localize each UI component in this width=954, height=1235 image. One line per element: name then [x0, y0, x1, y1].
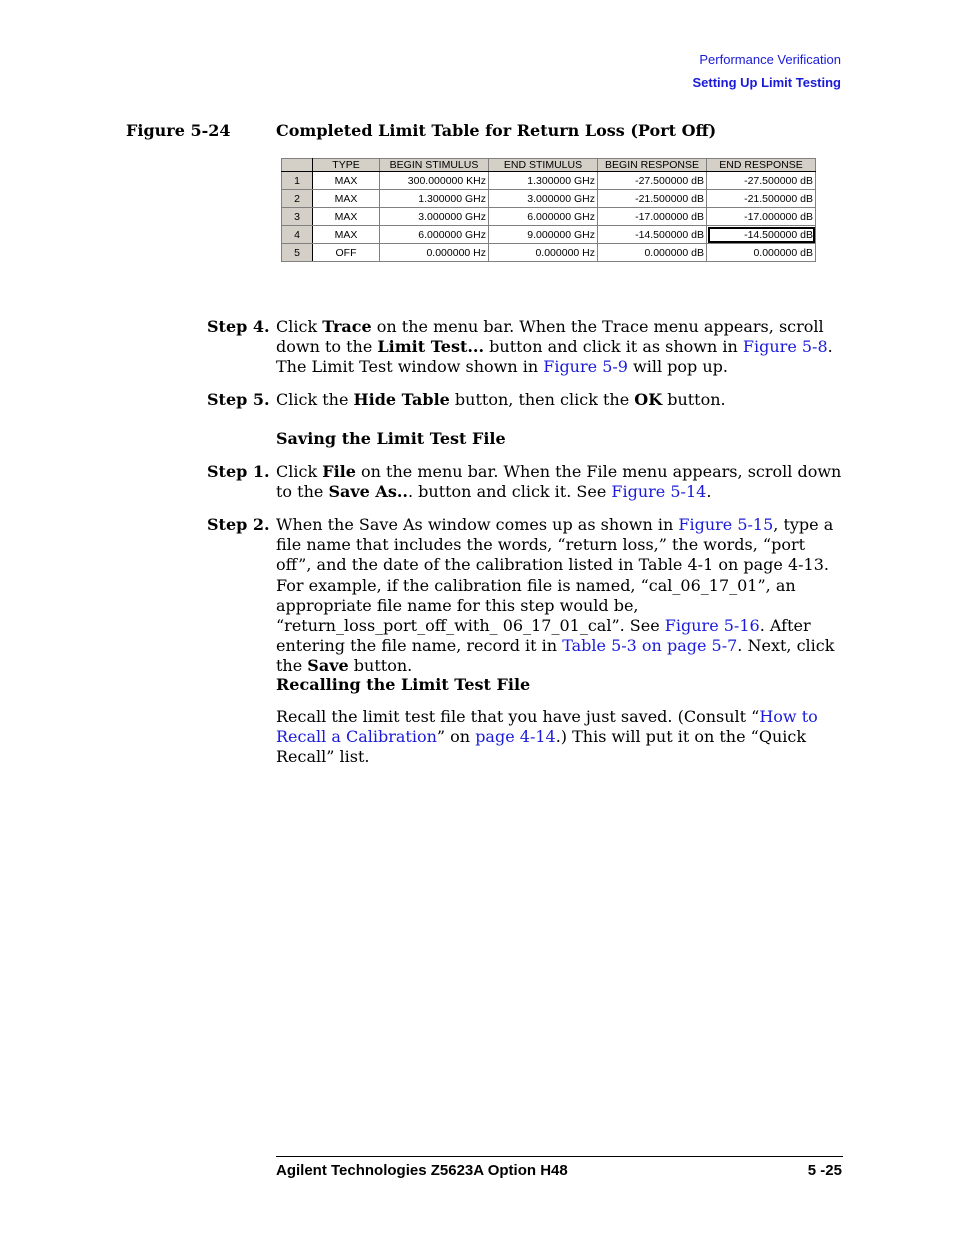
- recalling-text: Recall the limit test file that you have just saved. (Consult “How to Recall a Calibration” on page 4-14.) This will put it on the “Quick Recall” list.: [276, 707, 818, 767]
- saving-step-1-label: Step 1.: [207, 462, 270, 481]
- row-number[interactable]: 1: [282, 172, 313, 190]
- figure-5-8-link[interactable]: Figure 5-8: [742, 337, 828, 357]
- column-header-type: TYPE: [313, 159, 380, 172]
- row-number[interactable]: 5: [282, 244, 313, 262]
- table-5-3-link[interactable]: Table 5-3 on page 5-7: [562, 636, 738, 656]
- hide-table-button-ref: Hide Table: [353, 390, 450, 409]
- table-row: [282, 190, 816, 208]
- row-number[interactable]: 2: [282, 190, 313, 208]
- cell-type[interactable]: MAX: [313, 226, 380, 244]
- table-row: [282, 226, 816, 244]
- column-header-begin-response: BEGIN RESPONSE: [598, 159, 707, 172]
- saving-step-2-label: Step 2.: [207, 515, 270, 534]
- row-number[interactable]: 3: [282, 208, 313, 226]
- footer-title: Agilent Technologies Z5623A Option H48: [276, 1162, 568, 1179]
- figure-5-16-link[interactable]: Figure 5-16: [664, 616, 760, 636]
- cell-type[interactable]: MAX: [313, 190, 380, 208]
- cell-begin-stimulus[interactable]: 300.000000 KHz: [380, 172, 489, 190]
- column-header-end-stimulus: END STIMULUS: [489, 159, 598, 172]
- save-as-button-ref: Save As..: [328, 482, 408, 502]
- figure-5-15-link[interactable]: Figure 5-15: [678, 515, 774, 534]
- file-menu-ref: File: [322, 462, 356, 481]
- row-number[interactable]: 4: [282, 226, 313, 244]
- cell-end-stimulus[interactable]: 1.300000 GHz: [489, 172, 598, 190]
- header-section: Performance Verification: [699, 52, 841, 67]
- cell-begin-stimulus[interactable]: 1.300000 GHz: [380, 190, 489, 208]
- table-corner-cell: [282, 159, 313, 172]
- how-to-recall-link[interactable]: How to Recall a Calibration: [276, 707, 818, 747]
- cell-begin-stimulus[interactable]: 0.000000 Hz: [380, 244, 489, 262]
- cell-begin-response[interactable]: -17.000000 dB: [598, 208, 707, 226]
- saving-step-2-text: When the Save As window comes up as shown in Figure 5-15, type a file name that includes the words, “return loss,” the words, “port off”, and the date of the calibration listed in Table 4-1 on page 4-13. For example, if the calibration file is named, “cal_06_17_01”, an appropriate file name for this step would be, “return_loss_port_off_with_ 06_17_01_cal”. See Figure 5-16. After entering the file name, record it in Table 5-3 on page 5-7. Next, click the Save button.: [276, 515, 835, 676]
- cell-begin-response[interactable]: -21.500000 dB: [598, 190, 707, 208]
- page-number: 5 -25: [807, 1162, 842, 1179]
- footer-rule: [276, 1156, 843, 1157]
- cell-end-response[interactable]: 0.000000 dB: [707, 244, 816, 262]
- cell-type[interactable]: MAX: [313, 208, 380, 226]
- cell-end-response[interactable]: -21.500000 dB: [707, 190, 816, 208]
- cell-type[interactable]: MAX: [313, 172, 380, 190]
- figure-title: Completed Limit Table for Return Loss (Port Off): [276, 121, 717, 140]
- step-4-text: Click Trace on the menu bar. When the Trace menu appears, scroll down to the Limit Test... button and click it as shown in Figure 5-8. The Limit Test window shown in Figure 5-9 will pop up.: [276, 317, 833, 377]
- header-subsection: Setting Up Limit Testing: [692, 75, 841, 90]
- cell-end-response-selected[interactable]: -14.500000 dB: [707, 226, 816, 244]
- table-row: [282, 208, 816, 226]
- cell-begin-stimulus[interactable]: 3.000000 GHz: [380, 208, 489, 226]
- trace-menu-ref: Trace: [322, 317, 372, 336]
- table-header-row: [282, 159, 816, 172]
- cell-begin-stimulus[interactable]: 6.000000 GHz: [380, 226, 489, 244]
- table-row: [282, 244, 816, 262]
- cell-end-stimulus[interactable]: 0.000000 Hz: [489, 244, 598, 262]
- limit-table: [281, 158, 816, 262]
- column-header-end-response: END RESPONSE: [707, 159, 816, 172]
- save-button-ref: Save: [307, 656, 349, 676]
- saving-heading: Saving the Limit Test File: [276, 429, 506, 448]
- saving-step-1-text: Click File on the menu bar. When the File menu appears, scroll down to the Save As... button and click it. See Figure 5-14.: [276, 462, 842, 502]
- cell-end-stimulus[interactable]: 3.000000 GHz: [489, 190, 598, 208]
- figure-5-9-link[interactable]: Figure 5-9: [543, 357, 628, 377]
- table-row: [282, 172, 816, 190]
- cell-type[interactable]: OFF: [313, 244, 380, 262]
- page-4-14-link[interactable]: page 4-14: [475, 727, 556, 747]
- step-4-label: Step 4.: [207, 317, 270, 336]
- step-5-label: Step 5.: [207, 390, 270, 409]
- cell-end-response[interactable]: -27.500000 dB: [707, 172, 816, 190]
- ok-button-ref: OK: [634, 390, 663, 409]
- cell-begin-response[interactable]: -27.500000 dB: [598, 172, 707, 190]
- limit-test-button-ref: Limit Test...: [377, 337, 485, 357]
- column-header-begin-stimulus: BEGIN STIMULUS: [380, 159, 489, 172]
- cell-begin-response[interactable]: -14.500000 dB: [598, 226, 707, 244]
- cell-end-response[interactable]: -17.000000 dB: [707, 208, 816, 226]
- figure-5-14-link[interactable]: Figure 5-14: [611, 482, 707, 502]
- cell-end-stimulus[interactable]: 6.000000 GHz: [489, 208, 598, 226]
- figure-label: Figure 5-24: [126, 121, 231, 140]
- cell-begin-response[interactable]: 0.000000 dB: [598, 244, 707, 262]
- recalling-heading: Recalling the Limit Test File: [276, 675, 531, 694]
- cell-end-stimulus[interactable]: 9.000000 GHz: [489, 226, 598, 244]
- step-5-text: Click the Hide Table button, then click the OK button.: [276, 390, 726, 409]
